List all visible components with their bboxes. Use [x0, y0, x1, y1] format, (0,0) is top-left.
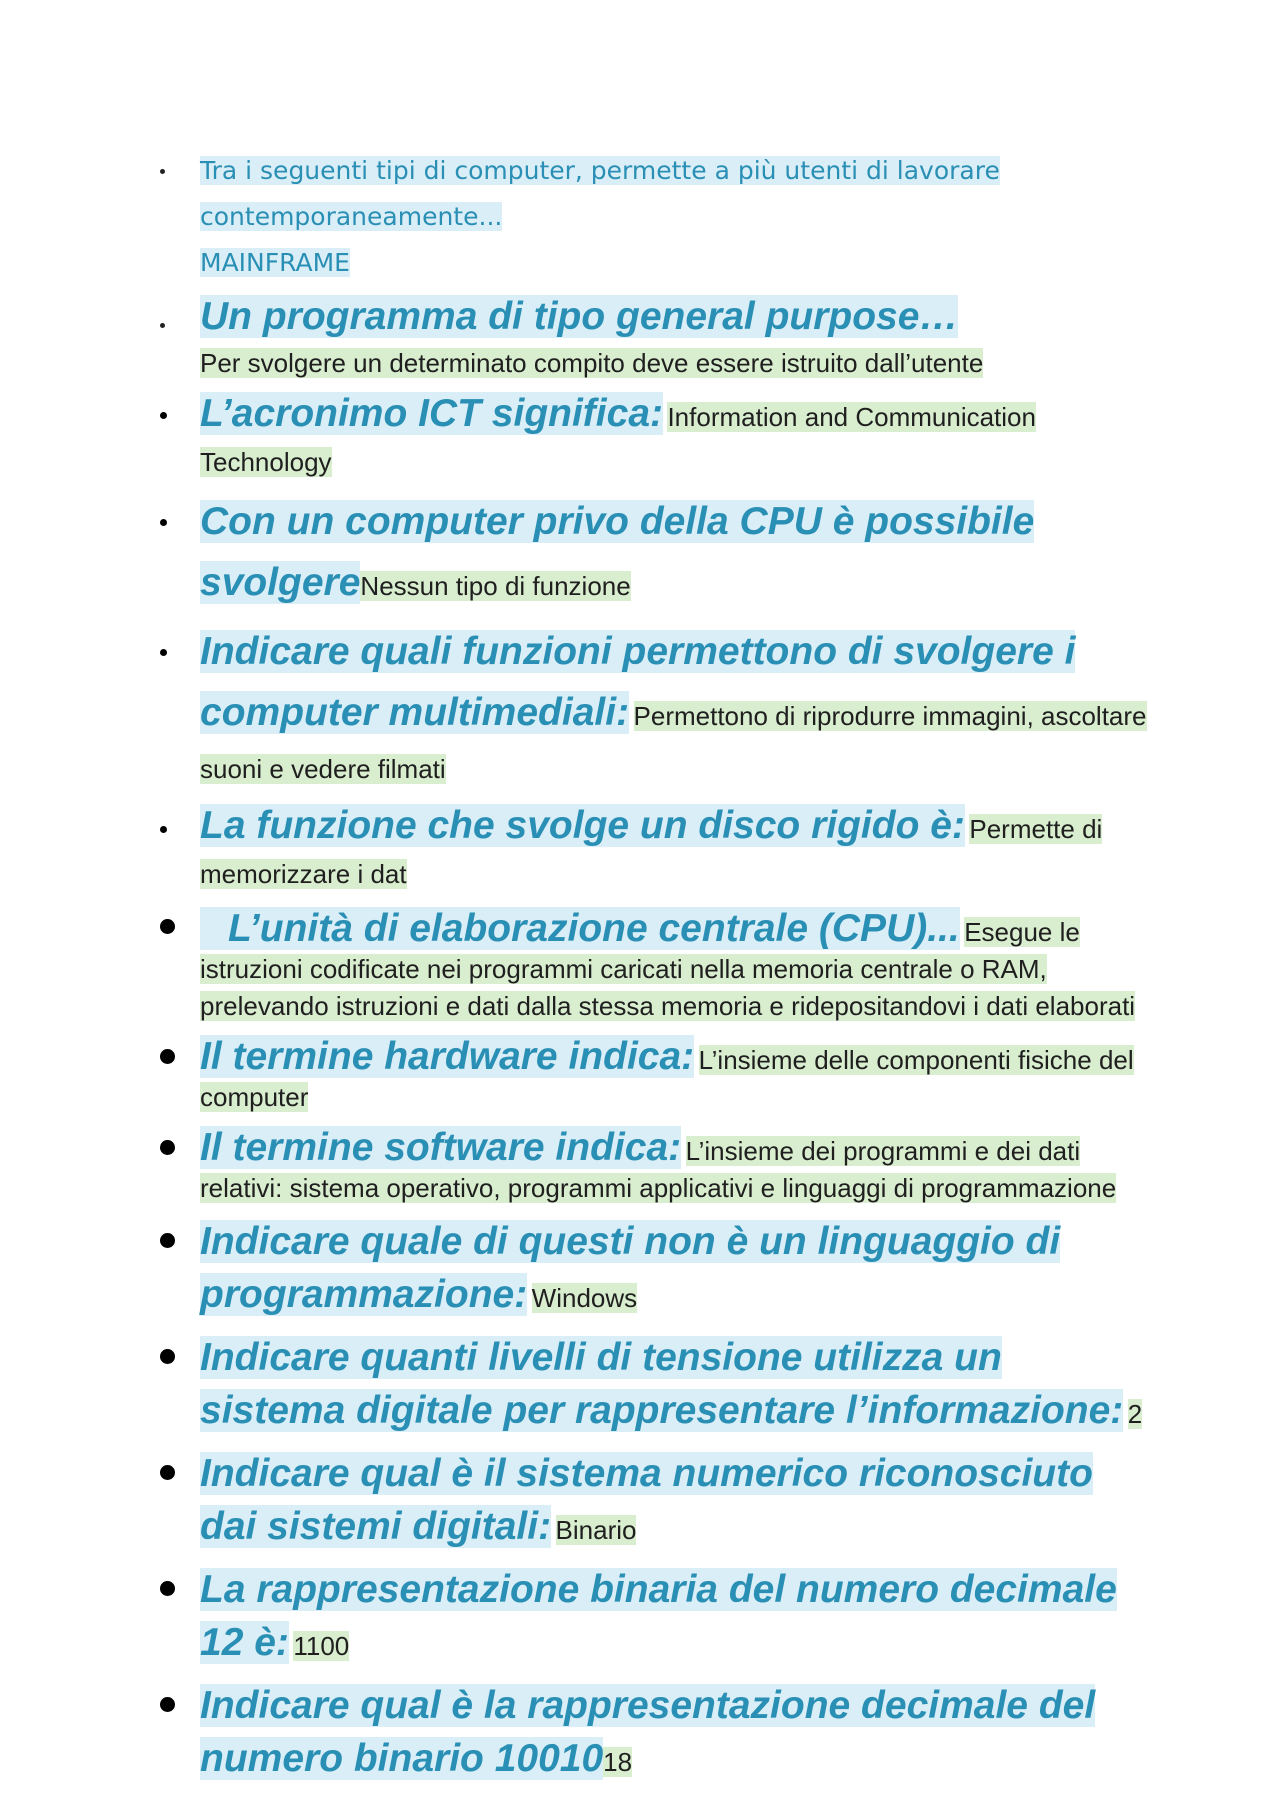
bullet-icon [160, 323, 165, 328]
question-text: Indicare qual è il sistema numerico riconosciuto dai sistemi digitali: [200, 1452, 1093, 1548]
answer-text: Binario [555, 1515, 637, 1545]
question-text: La funzione che svolge un disco rigido è: [200, 804, 965, 847]
answer-text: 1100 [293, 1631, 350, 1661]
question-text: La rappresentazione binaria del numero decimale 12 è: [200, 1568, 1117, 1664]
question-list [160, 150, 1150, 1789]
list-item [160, 1037, 1150, 1118]
list-item [160, 1683, 1150, 1789]
list-item [160, 1567, 1150, 1673]
bullet-icon [160, 412, 167, 419]
answer-text: 18 [603, 1747, 633, 1777]
answer-text: Per svolgere un determinato compito deve essere istruito dall’utente [200, 348, 984, 378]
list-item [160, 625, 1150, 800]
question-text: Tra i seguenti tipi di computer, permette a più utenti di lavorare [200, 156, 1000, 185]
question-text: L’acronimo ICT significa: [200, 392, 663, 435]
list-item [160, 394, 1150, 487]
answer-text: MAINFRAME [200, 248, 350, 277]
answer-text: L’insieme dei programmi e dei dati relativi: sistema operativo, programmi applicativi e linguaggi di programmazione [200, 1136, 1117, 1203]
question-text: Un programma di tipo general purpose… [200, 295, 959, 338]
bullet-icon [160, 1349, 175, 1364]
bullet-icon [160, 826, 167, 833]
answer-text: Esegue le istruzioni codificate nei programmi caricati nella memoria centrale o RAM, prelevando istruzioni e dati dalla stessa memoria e ridepositandovi i dati elaborati [200, 917, 1136, 1021]
bullet-icon [160, 519, 167, 526]
answer-text: L’insieme delle componenti fisiche del computer [200, 1045, 1134, 1112]
list-item [160, 1128, 1150, 1209]
question-text: Il termine hardware indica: [200, 1035, 695, 1078]
answer-text: Information and Communication Technology [200, 402, 1036, 477]
question-text: Con un computer privo della CPU è possibile svolgere [200, 500, 1035, 604]
answer-text: Permettono di riprodurre immagini, ascoltare suoni e vedere filmati [200, 701, 1147, 784]
answer-text: Windows [531, 1283, 638, 1313]
bullet-icon [160, 1581, 175, 1596]
list-item [160, 806, 1150, 899]
list-item [160, 495, 1150, 617]
bullet-icon [160, 1049, 175, 1064]
answer-text: Permette di memorizzare i dat [200, 814, 1103, 889]
bullet-icon [160, 1233, 175, 1248]
list-item [160, 1335, 1150, 1441]
list-item [160, 150, 1150, 288]
bullet-icon [160, 1465, 175, 1480]
list-item [160, 909, 1150, 1027]
question-text: Indicare quali funzioni permettono di svolgere i computer multimediali: [200, 630, 1076, 734]
answer-text: Nessun tipo di funzione [360, 571, 631, 601]
bullet-icon [160, 1140, 175, 1155]
list-item [160, 1219, 1150, 1325]
bullet-icon [160, 919, 175, 934]
list-item [160, 1451, 1150, 1557]
answer-text: 2 [1127, 1399, 1143, 1429]
question-text-continued: contemporaneamente... [200, 202, 503, 231]
bullet-icon [160, 169, 165, 174]
bullet-icon [160, 649, 167, 656]
question-text: Indicare quanti livelli di tensione utilizza un sistema digitale per rappresentare l’informazione: [200, 1336, 1124, 1432]
question-text: Indicare qual è la rappresentazione decimale del numero binario 10010 [200, 1684, 1096, 1780]
question-text: Il termine software indica: [200, 1126, 682, 1169]
bullet-icon [160, 1697, 175, 1712]
list-item [160, 294, 1150, 388]
question-text: L’unità di elaborazione centrale (CPU)... [200, 907, 960, 950]
question-text: Indicare quale di questi non è un linguaggio di programmazione: [200, 1220, 1061, 1316]
